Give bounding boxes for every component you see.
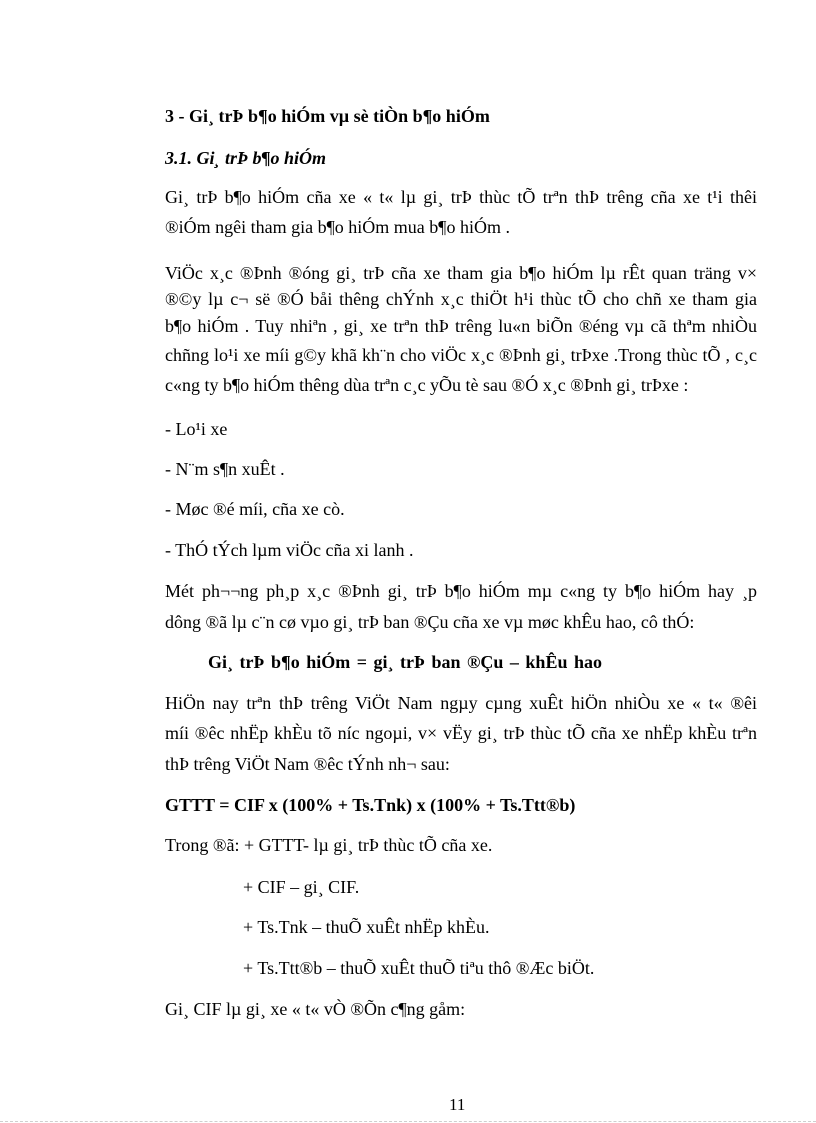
paragraph-2-line-1: ViÖc x¸c ®Þnh ®óng gi¸ trÞ cña xe tham gia b¶o hiÓm lµ rÊt quan träng v× [165, 263, 757, 283]
paragraph-1-line-2: ®iÓm ngêi tham gia b¶o hiÓm mua b¶o hiÓm . [165, 217, 510, 237]
valuation-formula: Gi¸ trÞ b¶o hiÓm = gi¸ trÞ ban ®Çu – khÊu hao [208, 652, 602, 672]
section-heading: 3 - Gi¸ trÞ b¶o hiÓm vµ sè tiÒn b¶o hiÓm [165, 106, 490, 126]
list-item: - Møc ®é míi, cña xe cò. [165, 499, 345, 519]
paragraph-2-line-3: b¶o hiÓm . Tuy nhiªn , gi¸ xe trªn thÞ trêng lu«n biÕn ®éng vµ cã thªm nhiÒu [165, 316, 757, 336]
paragraph-2-line-5: c«ng ty b¶o hiÓm thêng dùa trªn c¸c yÕu tè sau ®Ó x¸c ®Þnh gi¸ trÞxe : [165, 375, 689, 395]
subsection-heading: 3.1. Gi¸ trÞ b¶o hiÓm [165, 148, 327, 168]
paragraph-4-line-3: thÞ trêng ViÖt Nam ®êc tÝnh nh¬ sau: [165, 754, 450, 774]
definition-lead: Trong ®ã: + GTTT- lµ gi¸ trÞ thùc tÕ cña xe. [165, 835, 493, 855]
gttt-formula: GTTT = CIF x (100% + Ts.Tnk) x (100% + Ts.Ttt®b) [165, 795, 576, 815]
list-item: - Lo¹i xe [165, 419, 228, 439]
paragraph-3-line-2: dông ®ã lµ c¨n cø vµo gi¸ trÞ ban ®Çu cña xe vµ møc khÊu hao, cô thÓ: [165, 612, 695, 632]
paragraph-2-line-2: ®©y lµ c¬ së ®Ó båi thêng chÝnh x¸c thiÖt h¹i thùc tÕ cho chñ xe tham gia [165, 289, 757, 309]
list-item: - ThÓ tÝch lµm viÖc cña xi lanh . [165, 540, 414, 560]
paragraph-4-line-2: míi ®êc nhËp khÈu tõ níc ngoµi, v× vËy gi¸ trÞ thùc tÕ cña xe nhËp khÈu trªn [165, 723, 757, 743]
paragraph-4-line-1: HiÖn nay trªn thÞ trêng ViÖt Nam ngµy cµng xuÊt hiÖn nhiÒu xe « t« ®êi [165, 693, 757, 713]
definition-item: + Ts.Tnk – thuÕ xuÊt nhËp khÈu. [243, 917, 490, 937]
paragraph-5: Gi¸ CIF lµ gi¸ xe « t« vÒ ®Õn c¶ng gåm: [165, 999, 466, 1019]
page-bottom-rule [0, 1121, 816, 1122]
paragraph-2-line-4: chñng lo¹i xe míi g©y khã kh¨n cho viÖc x¸c ®Þnh gi¸ trÞxe .Trong thùc tÕ , c¸c [165, 345, 757, 365]
list-item: - N¨m s¶n xuÊt . [165, 459, 285, 479]
definition-item: + CIF – gi¸ CIF. [243, 877, 360, 897]
paragraph-3-line-1: Mét ph¬¬ng ph¸p x¸c ®Þnh gi¸ trÞ b¶o hiÓm mµ c«ng ty b¶o hiÓm hay ¸p [165, 581, 757, 601]
definition-item: + Ts.Ttt®b – thuÕ xuÊt thuÕ tiªu thô ®Æc biÖt. [243, 958, 595, 978]
page-number: 11 [449, 1095, 466, 1114]
paragraph-1-line-1: Gi¸ trÞ b¶o hiÓm cña xe « t« lµ gi¸ trÞ thùc tÕ trªn thÞ trêng cña xe t¹i thêi [165, 187, 757, 207]
